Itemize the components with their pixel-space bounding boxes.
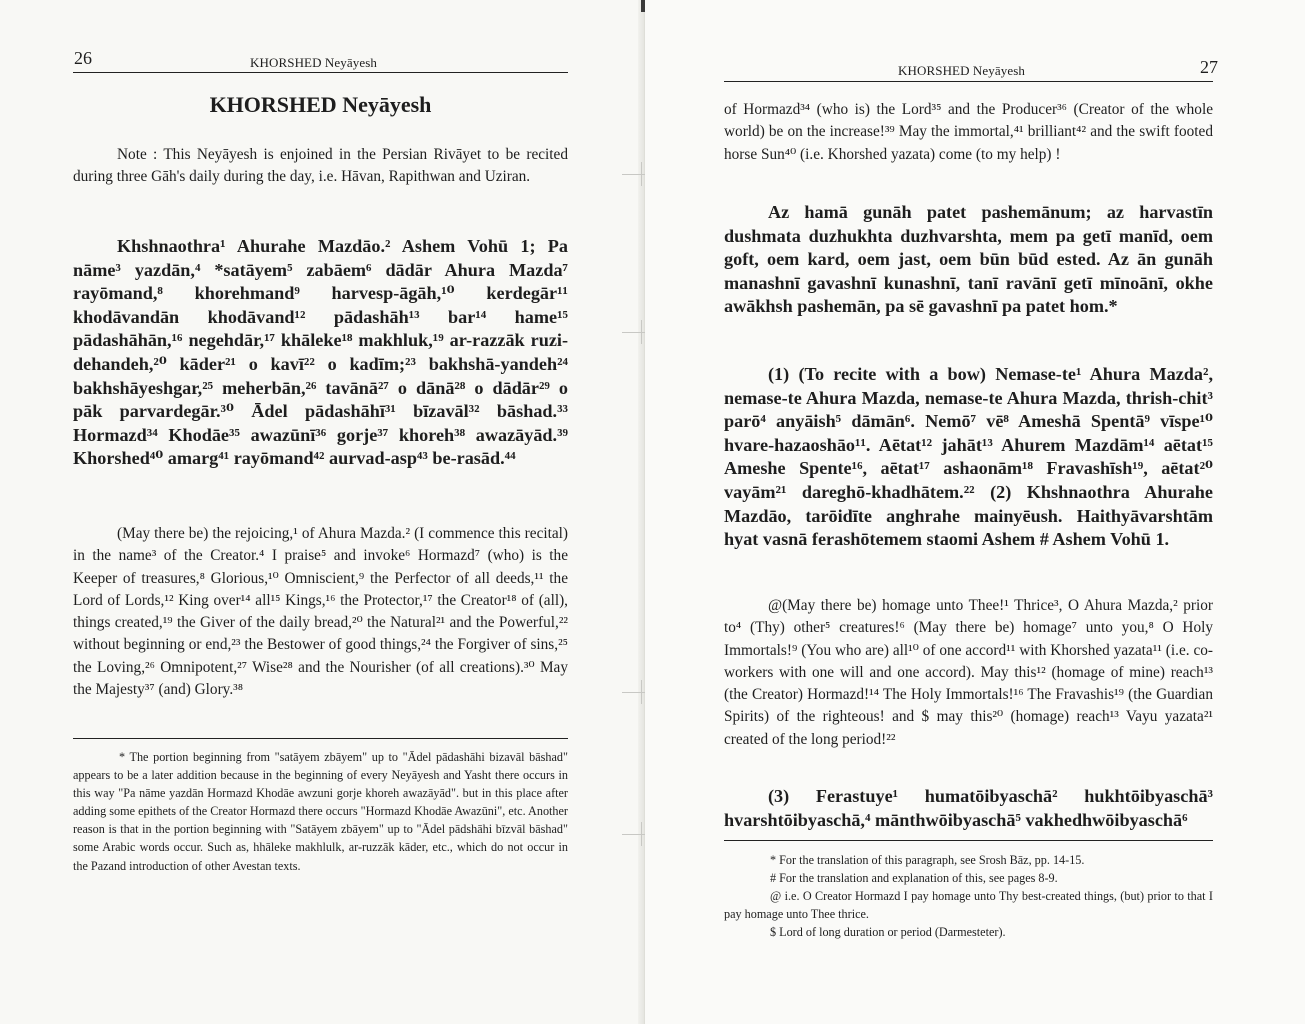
footnote-right-item: $ Lord of long duration or period (Darmesteter). — [770, 925, 1006, 940]
patet-text: Az hamā gunāh patet pashemānum; az harvastīn dushmata duzhukhta duzhvarshta, mem pa getī manīd, oem goft, oem kard, oem jast, oem būn būd ested. Az ān gunāh manashnī gavashnī kunashnī, tanī ravānī getī mīnoānī, okhe awākhsh pashemān, pa sē gavashnī pa patet hom.* — [724, 202, 1213, 317]
footnotes-right — [724, 851, 1213, 941]
header-rule-right — [724, 81, 1213, 82]
note-paragraph — [73, 144, 568, 189]
running-head-right: KHORSHED Neyāyesh — [898, 63, 1025, 78]
footnote-left-text: * The portion beginning from "satāyem zbāyem" up to "Ādel pādashāhi bizavāl bāshad" appears to be a later addition because in the beginning of every Neyāyesh and Yasht there occurs in this way "Pa nāme yazdān Hormazd Khodāe awzuni gorje khoreh awazāyād". but in this place after adding some epithets of the Creator Hormazd there occurs "Hormazd Khodāe Awazūni", etc. Another reason is that in the portion beginning with "Satāyem zbāyem" up to "Ādel pādshāhi bīzvāl bāshad" some Arabic words occur. Such as, hhāleke makhlulk, ar-ruzzāk kāder, etc., which do not occur in the Pazand introduction of other Avestan texts. — [73, 750, 568, 873]
header-rule-left — [73, 72, 568, 73]
note-text: Note : This Neyāyesh is enjoined in the Persian Rivāyet to be recited during three Gāh's daily during the day, i.e. Hāvan, Rapithwan and Uziran. — [73, 146, 568, 186]
avesta-paragraph — [73, 235, 568, 471]
footnote-right-item: @ i.e. O Creator Hormazd I pay homage unto Thy best-created things, (but) prior to that I pay homage unto Thee thrice. — [724, 889, 1213, 922]
section-1-text: (1) (To recite with a bow) Nemase-te¹ Ahura Mazda², nemase-te Ahura Mazda, nemase-te Ahura Mazda, thrish-chit³ parō⁴ anyāish⁵ dāmān⁶. Nemō⁷ vē⁸ Ameshā Spentā⁹ vīspe¹⁰ hvare-hazaoshāo¹¹. Aētat¹² jahāt¹³ Ahurem Mazdām¹⁴ aētat¹⁵ Ameshe Spente¹⁶, aētat¹⁷ ashaonām¹⁸ Fravashīsh¹⁹, aētat²⁰ vayām²¹ dareghō-khadhātem.²² (2) Khshnaothra Ahurahe Mazdāo, tarōidīte anghrahe mainyēush. Haithyāvarshtām hyat vasnā ferashōtemem staomi Ashem # Ashem Vohū 1. — [724, 364, 1213, 550]
footnote-left — [73, 748, 568, 875]
page-number-right: 27 — [1200, 57, 1218, 77]
right-translation-paragraph — [724, 595, 1213, 751]
page-number-left: 26 — [74, 48, 92, 68]
patet-paragraph — [724, 201, 1213, 319]
continuation-text: of Hormazd³⁴ (who is) the Lord³⁵ and the Producer³⁶ (Creator of the whole world) be on the increase!³⁹ May the immortal,⁴¹ brilliant⁴² and the swift footed horse Sun⁴⁰ (i.e. Khorshed yazata) come (to my help) ! — [724, 101, 1213, 163]
footnote-right-item: # For the translation and explanation of this, see pages 8-9. — [770, 871, 1058, 886]
footnote-rule-right — [724, 840, 1213, 841]
section-3-text: (3) Ferastuye¹ humatōibyaschā² hukhtōibyaschā³ hvarshtōibyaschā,⁴ mānthwōibyaschā⁵ vakhedhwōibyaschā⁶ — [724, 786, 1213, 830]
section-1-paragraph — [724, 363, 1213, 552]
footnote-rule-left — [73, 738, 568, 739]
avesta-text: Khshnaothra¹ Ahurahe Mazdāo.² Ashem Vohū 1; Pa nāme³ yazdān,⁴ *satāyem⁵ zabāem⁶ dādār Ahura Mazda⁷ rayōmand,⁸ khorehmand⁹ harvesp-āgāh,¹⁰ kerdegār¹¹ khodāvandān khodāvand¹² pādashāh¹³ bar¹⁴ hame¹⁵ pādashāhān,¹⁶ negehdār,¹⁷ khāleke¹⁸ makhluk,¹⁹ ar-razzāk ruzi-dehandeh,²⁰ kāder²¹ o kavī²² o kadīm;²³ bakhshā-yandeh²⁴ bakhshāyeshgar,²⁵ meherbān,²⁶ tavānā²⁷ o dānā²⁸ o dādār²⁹ o pāk parvardegār.³⁰ Ādel pādashāhī³¹ bīzavāl³² bāshad.³³ Hormazd³⁴ Khodāe³⁵ awazūnī³⁶ gorje³⁷ khoreh³⁸ awazāyād.³⁹ Khorshed⁴⁰ amarg⁴¹ rayōmand⁴² aurvad-asp⁴³ be-rasād.⁴⁴ — [73, 236, 568, 469]
translation-text: (May there be) the rejoicing,¹ of Ahura Mazda.² (I commence this recital) in the name³ of the Creator.⁴ I praise⁵ and invoke⁶ Hormazd⁷ (who) is the Keeper of treasures,⁸ Glorious,¹⁰ Omniscient,⁹ the Perfector of all deeds,¹¹ the Lord of Lords,¹² King over¹⁴ all¹⁵ Kings,¹⁶ the Protector,¹⁷ the Creator¹⁸ of (all), things created,¹⁹ the Giver of the daily bread,²⁰ the Natural²¹ and the Powerful,²² without beginning or end,²³ the Bestower of good things,²⁴ the Forgiver of sins,²⁵ the Loving,²⁶ Omnipotent,²⁷ Wise²⁸ and the Nourisher (of all creations).³⁰ May the Majesty³⁷ (and) Glory.³⁸ — [73, 525, 568, 699]
left-page — [0, 0, 645, 1024]
right-translation-text: @(May there be) homage unto Thee!¹ Thrice³, O Ahura Mazda,² prior to⁴ (Thy) other⁵ creatures!⁶ (May there be) homage⁷ unto you,⁸ O Holy Immortals!⁹ (You who are) all¹⁰ of one accord¹¹ with Khorshed yazata¹¹ (i.e. co-workers with one will and one accord). May this¹² (homage of mine) reach¹³ (the Creator) Hormazd!¹⁴ The Holy Immortals!¹⁶ The Fravashis¹⁹ (the Guardian Spirits) of the righteous! and $ may this²⁰ (homage) reach¹³ Vayu yazata²¹ created of the long period!²² — [724, 597, 1213, 748]
translation-paragraph — [73, 523, 568, 701]
running-head-left: KHORSHED Neyāyesh — [250, 55, 377, 70]
continuation-paragraph — [724, 99, 1213, 166]
footnote-right-item: * For the translation of this paragraph, see Srosh Bāz, pp. 14-15. — [770, 853, 1085, 867]
page-title: KHORSHED Neyāyesh — [209, 92, 432, 117]
right-page — [645, 0, 1305, 1024]
section-3-paragraph — [724, 785, 1213, 832]
